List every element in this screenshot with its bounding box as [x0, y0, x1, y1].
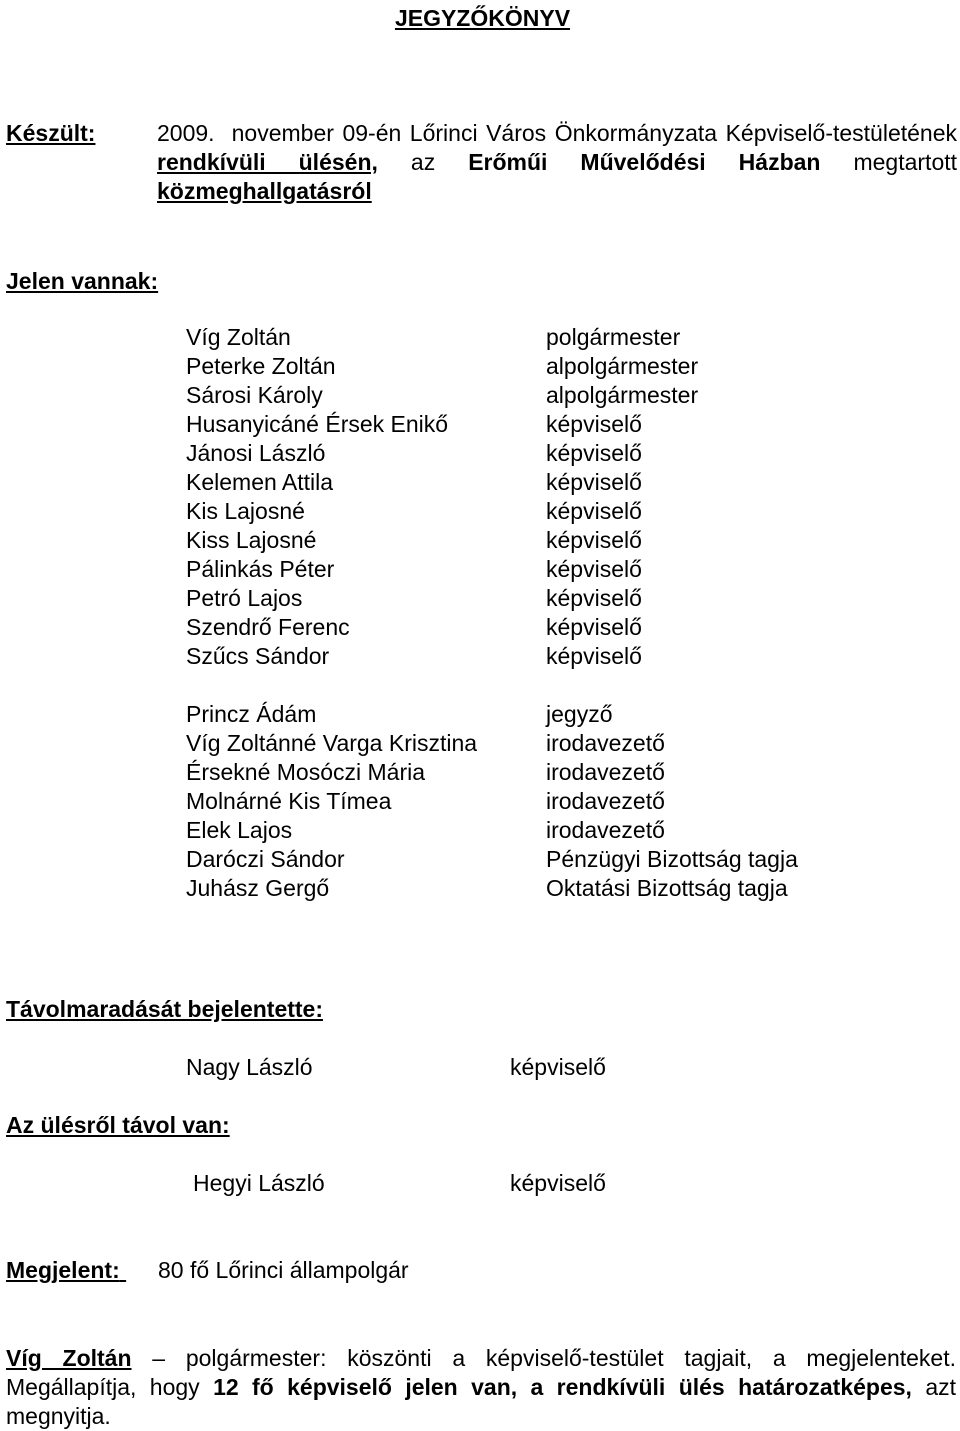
- hearing: közmeghallgatásról: [157, 178, 372, 204]
- made-text-part1: november 09-én Lőrinci Város Önkormányzata Képviselő-testületének: [231, 120, 958, 146]
- made-description: [157, 119, 957, 206]
- member-name: Jánosi László: [186, 440, 326, 466]
- spacer: [546, 671, 798, 700]
- member-role: képviselő: [546, 643, 642, 669]
- away-name: Hegyi László: [193, 1170, 325, 1196]
- member-name: Sárosi Károly: [186, 382, 323, 408]
- member-name: Szűcs Sándor: [186, 643, 330, 669]
- other-role: Oktatási Bizottság tagja: [546, 875, 788, 901]
- member-role: képviselő: [546, 556, 642, 582]
- other-name: Juhász Gergő: [186, 875, 330, 901]
- other-name: Víg Zoltánné Varga Krisztina: [186, 730, 478, 756]
- appeared-label-text: Megjelent:: [6, 1257, 120, 1283]
- member-role: képviselő: [546, 585, 642, 611]
- other-role: irodavezető: [546, 759, 665, 785]
- made-year: 2009.: [157, 120, 215, 146]
- closing-line-1-text: – polgármester: köszönti a képviselő-testület tagjait, a megjelenteket.: [152, 1345, 956, 1371]
- spacer: [186, 671, 477, 700]
- appeared-text: 80 fő Lőrinci állampolgár: [158, 1257, 409, 1283]
- attendee-names: [186, 323, 477, 903]
- absence-reported-label: Távolmaradását bejelentette:: [6, 996, 324, 1022]
- member-name: Kelemen Attila: [186, 469, 334, 495]
- member-role: alpolgármester: [546, 382, 699, 408]
- away-role: képviselő: [510, 1170, 606, 1196]
- other-role: irodavezető: [546, 788, 665, 814]
- member-name: Kis Lajosné: [186, 498, 305, 524]
- absence-reported-role: képviselő: [510, 1054, 606, 1080]
- other-name: Princz Ádám: [186, 701, 317, 727]
- other-name: Molnárné Kis Tímea: [186, 788, 392, 814]
- member-role: polgármester: [546, 324, 681, 350]
- closing-line-3: azt megnyitja.: [6, 1374, 957, 1429]
- member-role: képviselő: [546, 469, 642, 495]
- member-name: Peterke Zoltán: [186, 353, 336, 379]
- quorum-statement: 12 fő képviselő jelen van, a rendkívüli ülés határozatképes,: [213, 1374, 912, 1400]
- away-label: Az ülésről távol van:: [6, 1112, 230, 1138]
- member-name: Pálinkás Péter: [186, 556, 335, 582]
- other-role: irodavezető: [546, 817, 665, 843]
- other-name: Elek Lajos: [186, 817, 293, 843]
- made-label: Készült:: [6, 120, 96, 146]
- closing-line-2-start: Megállapítja, hogy: [6, 1374, 200, 1400]
- member-role: alpolgármester: [546, 353, 699, 379]
- member-role: képviselő: [546, 614, 642, 640]
- present-label: Jelen vannak:: [6, 268, 159, 294]
- other-role: Pénzügyi Bizottság tagja: [546, 846, 798, 872]
- speaker-name: Víg Zoltán: [6, 1345, 132, 1371]
- closing-line-1: [6, 1344, 956, 1431]
- other-role: jegyző: [546, 701, 613, 727]
- document-title: JEGYZŐKÖNYV: [394, 5, 571, 31]
- absence-reported-name: Nagy László: [186, 1054, 313, 1080]
- attendee-roles: [546, 323, 798, 903]
- member-name: Kiss Lajosné: [186, 527, 317, 553]
- member-name: Husanyicáné Érsek Enikő: [186, 411, 449, 437]
- other-name: Daróczi Sándor: [186, 846, 345, 872]
- member-name: Víg Zoltán: [186, 324, 291, 350]
- other-name: Érsekné Mosóczi Mária: [186, 759, 426, 785]
- session-type: rendkívüli ülésén,: [157, 149, 378, 175]
- member-role: képviselő: [546, 527, 642, 553]
- made-text-part2: az: [410, 149, 436, 175]
- member-name: Petró Lajos: [186, 585, 303, 611]
- member-role: képviselő: [546, 440, 642, 466]
- made-text-part3: megtartott: [853, 149, 958, 175]
- venue: Erőműi Művelődési Házban: [468, 149, 821, 175]
- member-role: képviselő: [546, 498, 642, 524]
- closing-paragraph: [6, 1344, 956, 1431]
- member-name: Szendrő Ferenc: [186, 614, 350, 640]
- member-role: képviselő: [546, 411, 642, 437]
- other-role: irodavezető: [546, 730, 665, 756]
- appeared-label: [6, 1256, 126, 1285]
